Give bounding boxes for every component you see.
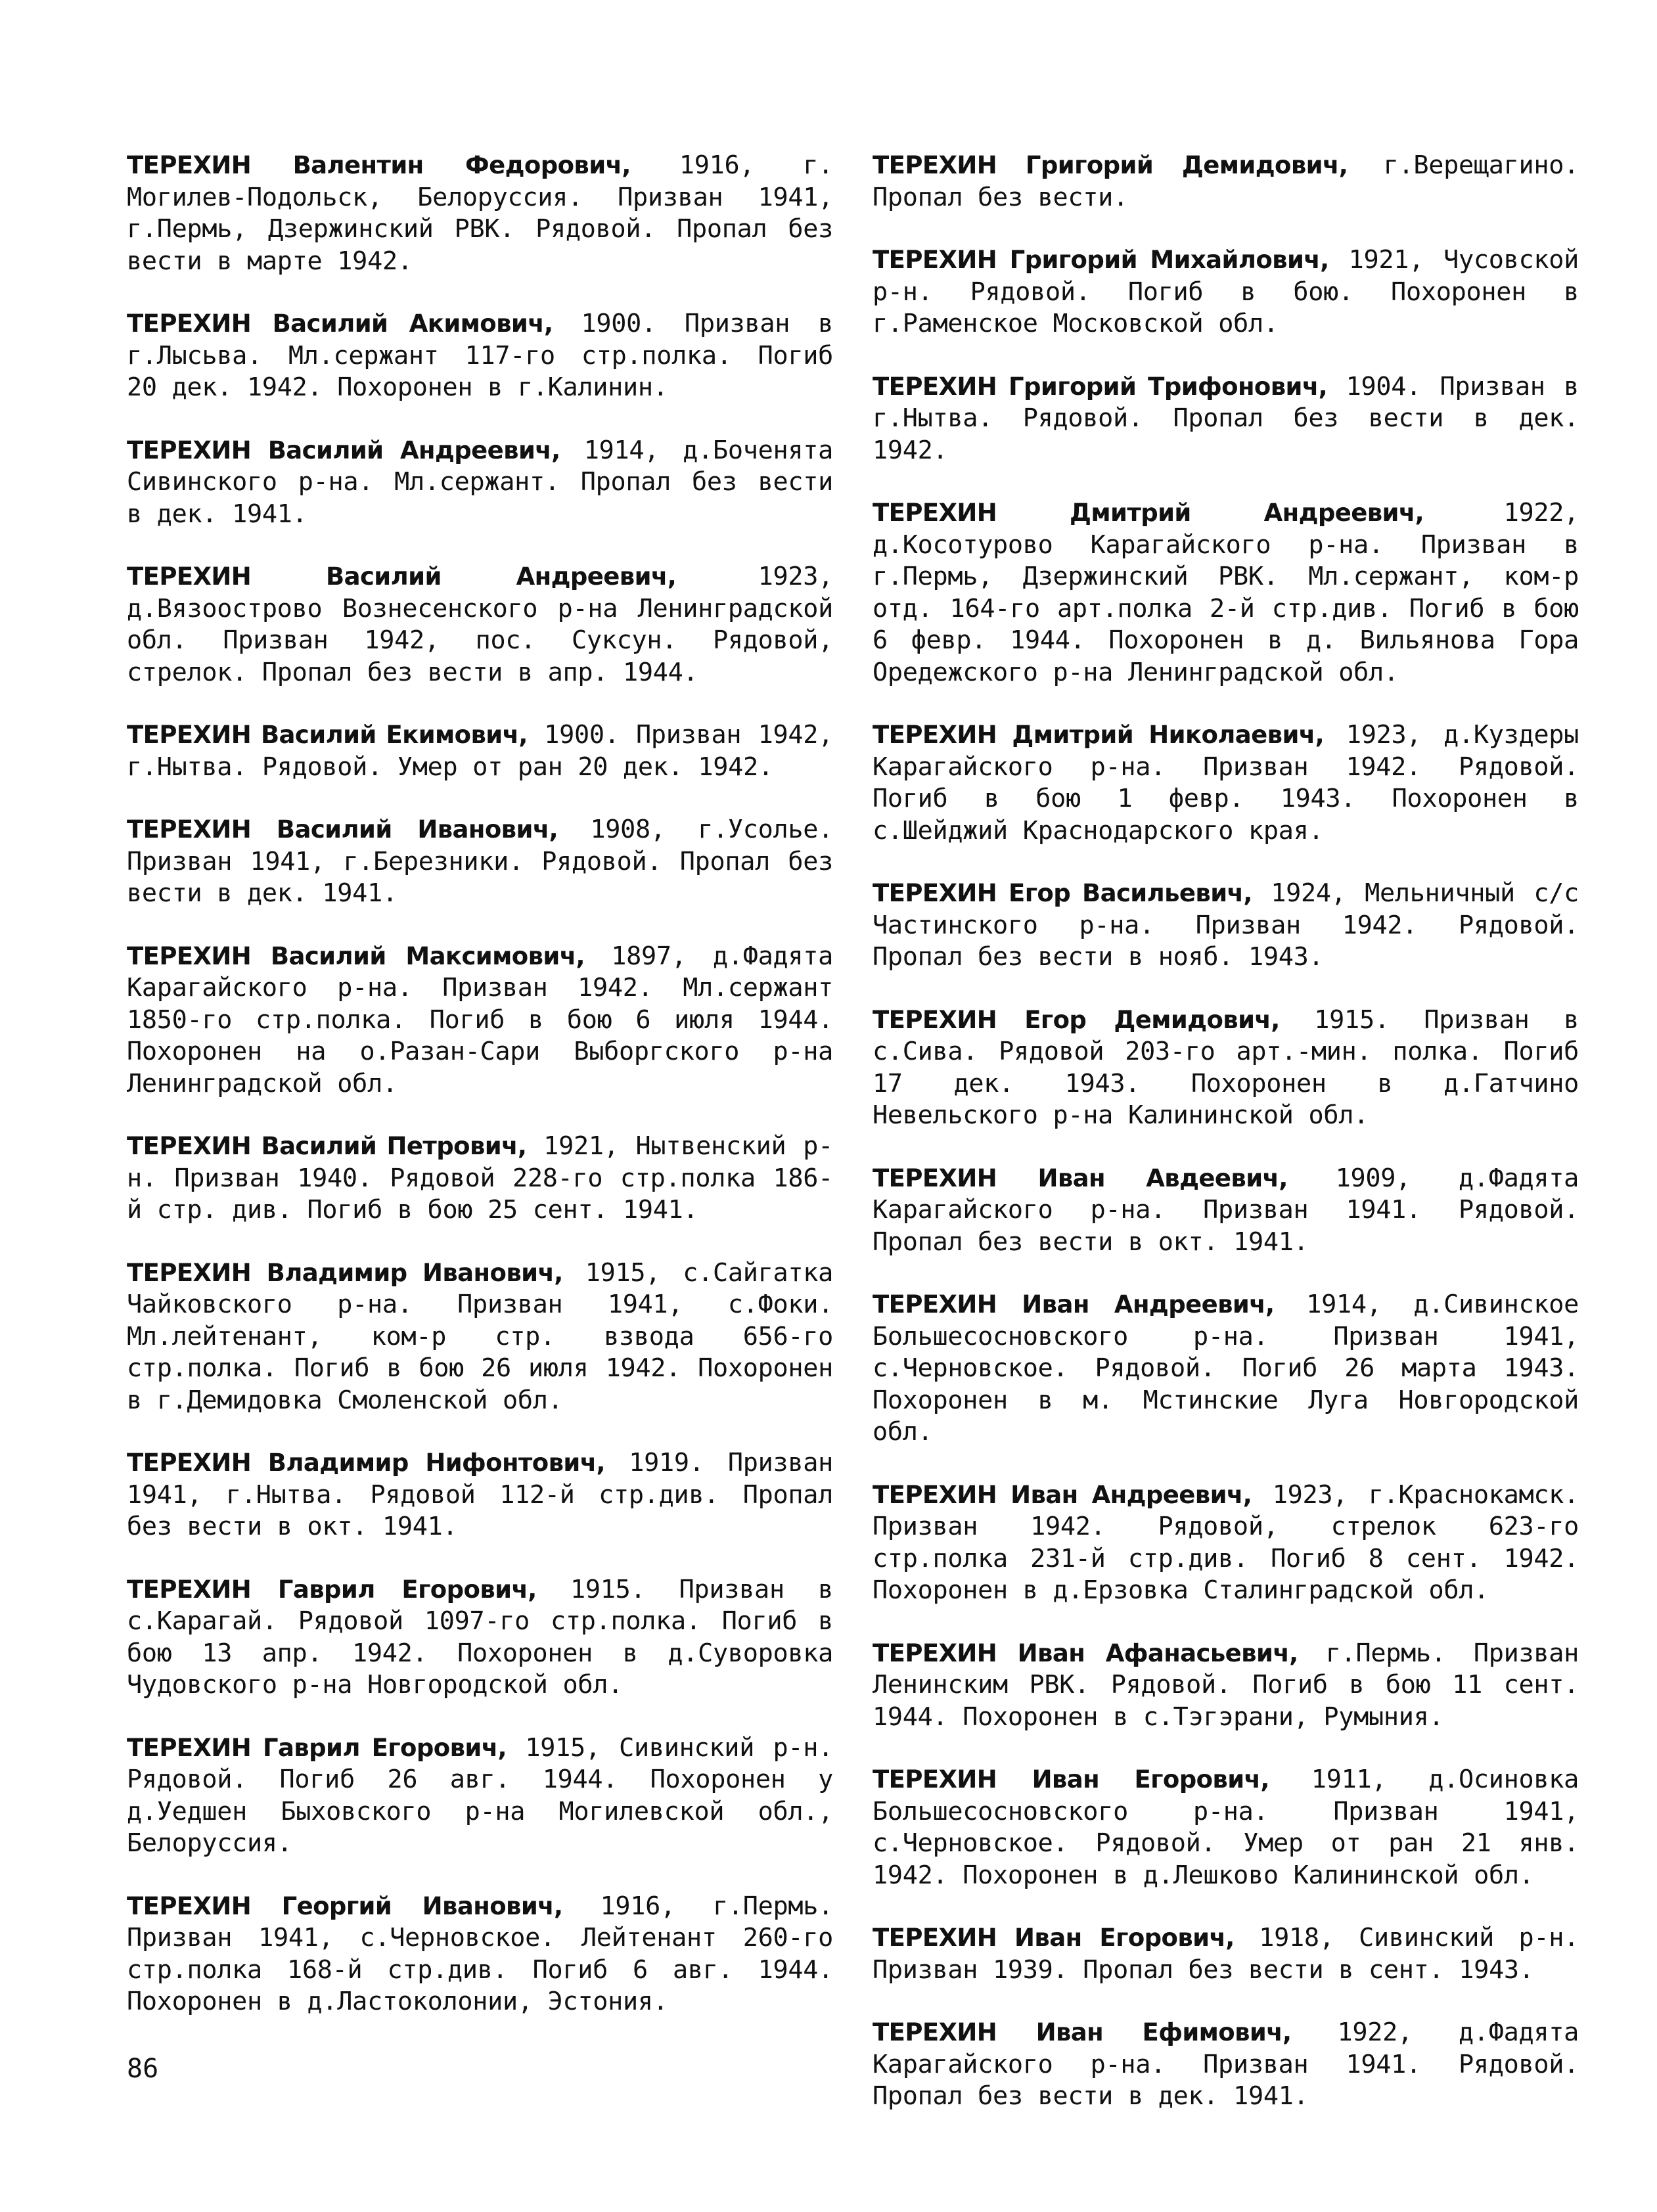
entry-name: ТЕРЕХИН Григорий Демидович, bbox=[873, 151, 1348, 179]
left-column bbox=[127, 150, 833, 2049]
entry-name: ТЕРЕХИН Иван Егорович, bbox=[873, 1765, 1269, 1794]
entry-text: 1921, Чусовской р-н. Рядовой. Погиб в бою. Похоронен в г.Раменское Московской обл. bbox=[873, 245, 1579, 338]
entry bbox=[873, 1163, 1579, 1259]
entry-name: ТЕРЕХИН Дмитрий Николаевич, bbox=[873, 721, 1325, 749]
entry-name: ТЕРЕХИН Василий Андреевич, bbox=[127, 562, 677, 591]
entry-text: 1924, Мельничный с/с Частинского р-на. Призван 1942. Рядовой. Пропал без вести в нояб. 1943. bbox=[873, 878, 1579, 972]
entry-name: ТЕРЕХИН Егор Васильевич, bbox=[873, 879, 1252, 907]
entry-name: ТЕРЕХИН Василий Петрович, bbox=[127, 1132, 527, 1160]
entry-text: 1914, д.Боченята Сивинского р-на. Мл.сержант. Пропал без вести в дек. 1941. bbox=[127, 435, 833, 529]
entry-name: ТЕРЕХИН Иван Андреевич, bbox=[873, 1480, 1252, 1509]
entry-name: ТЕРЕХИН Василий Иванович, bbox=[127, 815, 558, 844]
entry bbox=[873, 1289, 1579, 1449]
entry-name: ТЕРЕХИН Валентин Федорович, bbox=[127, 151, 631, 179]
entry-text: 1916, г. Могилев-Подольск, Белоруссия. Призван 1941, г.Пермь, Дзержинский РВК. Рядовой. Пропал без вести в марте 1942. bbox=[127, 150, 833, 276]
entry-text: 1909, д.Фадята Карагайского р-на. Призван 1941. Рядовой. Пропал без вести в окт. 1941. bbox=[873, 1163, 1579, 1257]
entry bbox=[127, 435, 833, 531]
entry bbox=[873, 719, 1579, 847]
entry-name: ТЕРЕХИН Владимир Иванович, bbox=[127, 1258, 563, 1287]
entry-text: 1904. Призван в г.Нытва. Рядовой. Пропал без вести в дек. 1942. bbox=[873, 371, 1579, 465]
entry-text: 1900. Призван в г.Лысьва. Мл.сержант 117-го стр.полка. Погиб 20 дек. 1942. Похоронен в г.Калинин. bbox=[127, 309, 833, 402]
entry bbox=[873, 878, 1579, 974]
entry-text: 1918, Сивинский р-н. Призван 1939. Пропал без вести в сент. 1943. bbox=[873, 1923, 1579, 1985]
entry-text: 1911, д.Осиновка Большесосновского р-на. Призван 1941, с.Черновское. Рядовой. Умер от ран 21 янв. 1942. Похоронен в д.Лешково Калининской обл. bbox=[873, 1765, 1579, 1890]
entry bbox=[127, 814, 833, 910]
entry bbox=[127, 719, 833, 783]
entry-text: 1915, Сивинский р-н. Рядовой. Погиб 26 авг. 1944. Похоронен у д.Уедшен Быховского р-на Могилевской обл., Белоруссия. bbox=[127, 1732, 833, 1858]
entry bbox=[127, 1447, 833, 1543]
entry-name: ТЕРЕХИН Василий Андреевич, bbox=[127, 436, 560, 464]
entry-name: ТЕРЕХИН Василий Максимович, bbox=[127, 941, 585, 970]
entry-text: 1900. Призван 1942, г.Нытва. Рядовой. Умер от ран 20 дек. 1942. bbox=[127, 720, 833, 782]
entry bbox=[873, 2017, 1579, 2113]
entry-name: ТЕРЕХИН Василий Екимович, bbox=[127, 721, 528, 749]
entry-text: 1923, д.Куздеры Карагайского р-на. Призван 1942. Рядовой. Погиб в бою 1 февр. 1943. Похоронен в с.Шейджий Краснодарского края. bbox=[873, 720, 1579, 846]
entry-name: ТЕРЕХИН Иван Егорович, bbox=[873, 1924, 1235, 1952]
entry-name: ТЕРЕХИН Егор Демидович, bbox=[873, 1005, 1280, 1034]
entry bbox=[127, 1574, 833, 1702]
entry-text: 1916, г.Пермь. Призван 1941, с.Черновское. Лейтенант 260-го стр.полка 168-й стр.див. Погиб 6 авг. 1944. Похоронен в д.Ластоколонии, Эстония. bbox=[127, 1891, 834, 2016]
entry bbox=[127, 308, 833, 404]
entry bbox=[127, 941, 833, 1100]
entry bbox=[873, 1479, 1579, 1607]
entry bbox=[127, 561, 833, 688]
entry-name: ТЕРЕХИН Иван Андреевич, bbox=[873, 1290, 1275, 1319]
entry bbox=[127, 1732, 833, 1860]
entry bbox=[873, 1004, 1579, 1132]
entry bbox=[873, 371, 1579, 467]
entry-text: 1923, г.Краснокамск. Призван 1942. Рядовой, стрелок 623-го стр.полка 231-й стр.див. Погиб 8 сент. 1942. Похоронен в д.Ерзовка Сталинградской обл. bbox=[873, 1479, 1579, 1605]
right-column bbox=[873, 150, 1579, 2144]
entry bbox=[873, 150, 1579, 214]
entry bbox=[873, 1922, 1579, 1986]
entry-text: 1923, д.Вязоострово Вознесенского р-на Ленинградской обл. Призван 1942, пос. Суксун. Рядовой, стрелок. Пропал без вести в апр. 1944. bbox=[127, 562, 833, 687]
entry bbox=[873, 244, 1579, 340]
entry-text: г.Пермь. Призван Ленинским РВК. Рядовой. Погиб в бою 11 сент. 1944. Похоронен в с.Тэгэрани, Румыния. bbox=[873, 1638, 1579, 1732]
entry bbox=[873, 1638, 1579, 1734]
entry bbox=[127, 150, 833, 277]
entry-name: ТЕРЕХИН Василий Акимович, bbox=[127, 309, 553, 338]
entry-text: 1915. Призван в с.Карагай. Рядовой 1097-го стр.полка. Погиб в бою 13 апр. 1942. Похоронен в д.Суворовка Чудовского р-на Новгородской обл. bbox=[127, 1574, 833, 1700]
entry bbox=[873, 497, 1579, 688]
entry-text: 1915. Призван в с.Сива. Рядовой 203-го арт.-мин. полка. Погиб 17 дек. 1943. Похоронен в д.Гатчино Невельского р-на Калининской обл. bbox=[873, 1004, 1579, 1130]
entry-name: ТЕРЕХИН Гаврил Егорович, bbox=[127, 1575, 537, 1604]
entry-name: ТЕРЕХИН Иван Ефимович, bbox=[873, 2018, 1292, 2046]
entry-text: 1914, д.Сивинское Большесосновского р-на. Призван 1941, с.Черновское. Рядовой. Погиб 26 марта 1943. Похоронен в м. Мстинские Луга Новгородской обл. bbox=[873, 1290, 1579, 1447]
entry-text: 1908, г.Усолье. Призван 1941, г.Березники. Рядовой. Пропал без вести в дек. 1941. bbox=[127, 815, 833, 908]
entry-text: 1922, д.Косотурово Карагайского р-на. Призван в г.Пермь, Дзержинский РВК. Мл.сержант, ком-р отд. 164-го арт.полка 2-й стр.див. Погиб в бою 6 февр. 1944. Похоронен в д. Вильянова Гора Оредежского р-на Ленинградской обл. bbox=[873, 498, 1579, 687]
entry-text: 1919. Призван 1941, г.Нытва. Рядовой 112-й стр.див. Пропал без вести в окт. 1941. bbox=[127, 1448, 833, 1541]
entry-name: ТЕРЕХИН Григорий Трифонович, bbox=[873, 372, 1328, 401]
page-number: 86 bbox=[127, 2054, 159, 2084]
entry bbox=[127, 1257, 833, 1417]
entry-name: ТЕРЕХИН Иван Афанасьевич, bbox=[873, 1638, 1298, 1667]
entry bbox=[127, 1131, 833, 1227]
entry-name: ТЕРЕХИН Владимир Нифонтович, bbox=[127, 1449, 605, 1477]
entry-text: 1921, Нытвенский р-н. Призван 1940. Рядовой 228-го стр.полка 186-й стр. див. Погиб в бою 25 сент. 1941. bbox=[127, 1131, 833, 1225]
entry-name: ТЕРЕХИН Дмитрий Андреевич, bbox=[873, 499, 1424, 527]
entry bbox=[127, 1891, 833, 2018]
entry-text: 1915, с.Сайгатка Чайковского р-на. Призван 1941, с.Фоки. Мл.лейтенант, ком-р стр. взвода 656-го стр.полка. Погиб в бою 26 июля 1942. Похоронен в г.Демидовка Смоленской обл. bbox=[127, 1257, 833, 1415]
entry-text: г.Верещагино. Пропал без вести. bbox=[873, 150, 1579, 212]
entry bbox=[873, 1764, 1579, 1891]
entry-name: ТЕРЕХИН Гаврил Егорович, bbox=[127, 1733, 507, 1762]
entry-text: 1922, д.Фадята Карагайского р-на. Призван 1941. Рядовой. Пропал без вести в дек. 1941. bbox=[873, 2018, 1579, 2111]
entry-text: 1897, д.Фадята Карагайского р-на. Призван 1942. Мл.сержант 1850-го стр.полка. Погиб в бою 6 июля 1944. Похоронен на о.Разан-Сари Выборгского р-на Ленинградской обл. bbox=[127, 941, 833, 1098]
entry-name: ТЕРЕХИН Георгий Иванович, bbox=[127, 1891, 563, 1920]
entry-name: ТЕРЕХИН Иван Авдеевич, bbox=[873, 1163, 1288, 1192]
entry-name: ТЕРЕХИН Григорий Михайлович, bbox=[873, 246, 1329, 274]
